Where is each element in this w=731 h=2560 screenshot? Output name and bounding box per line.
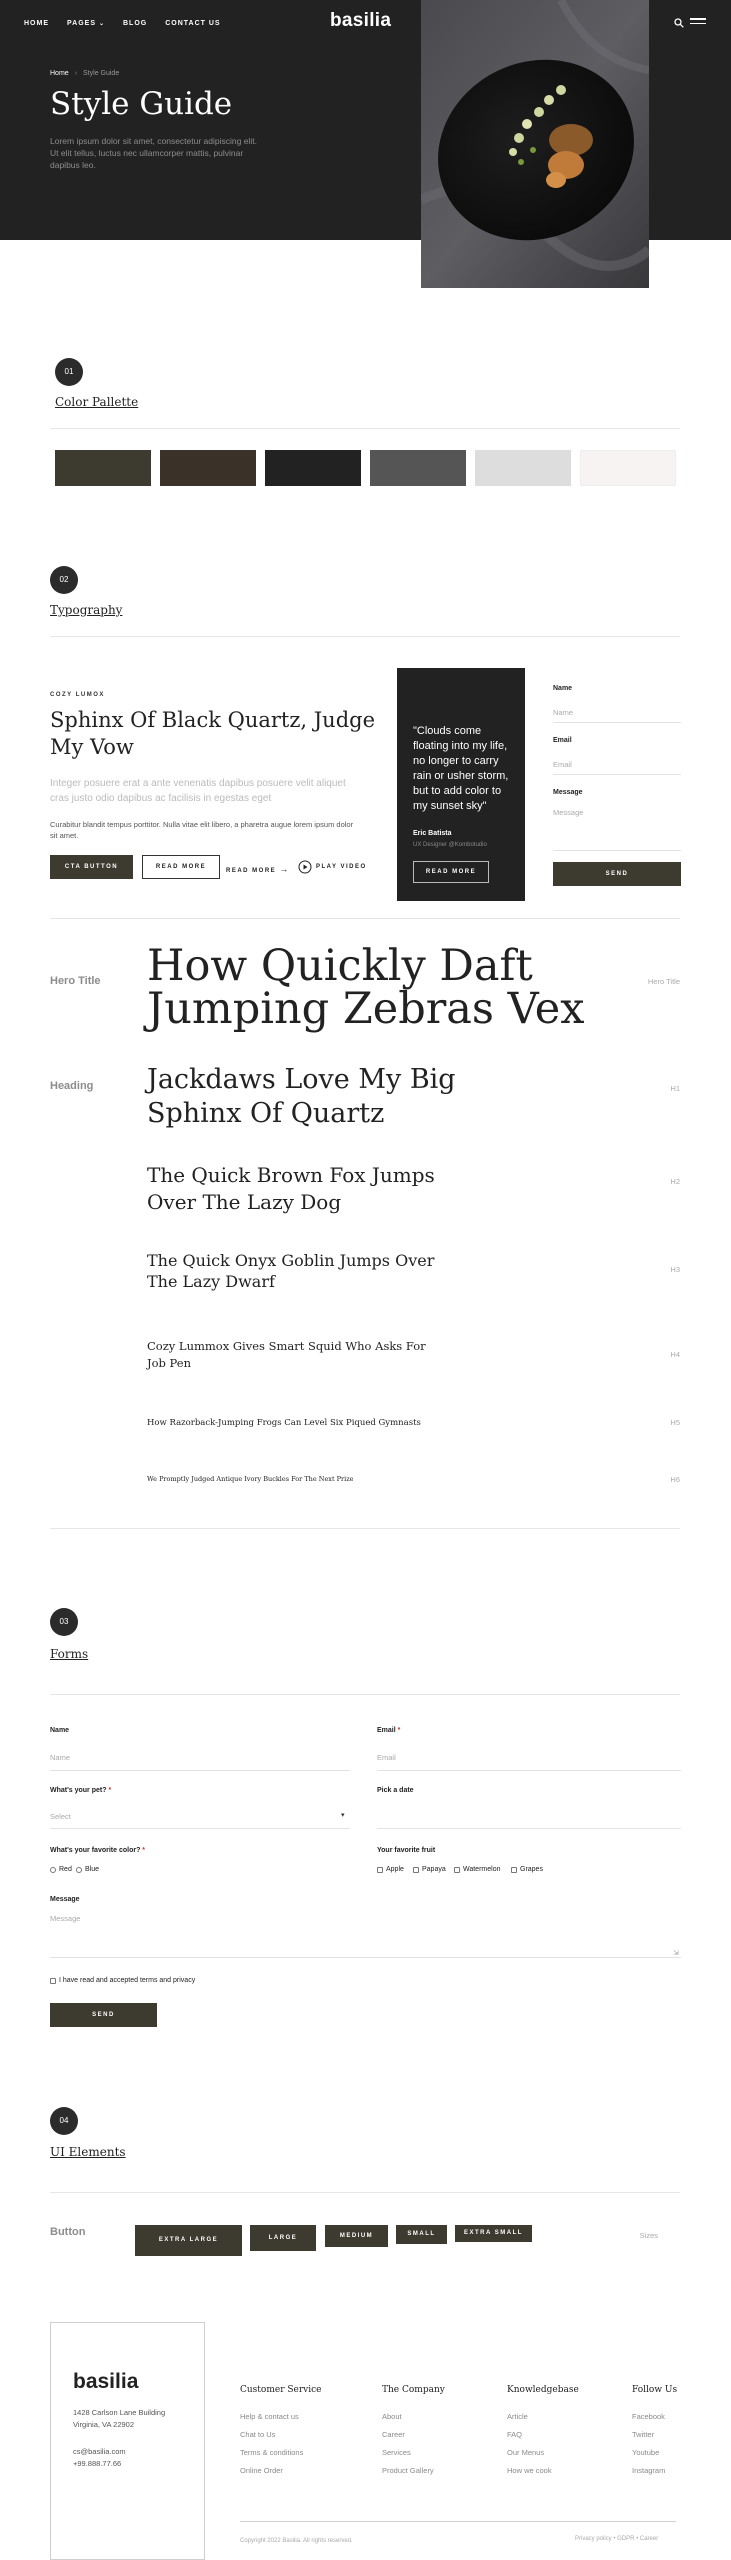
color-swatch <box>475 450 571 486</box>
section-title-colors: Color Pallette <box>55 395 139 409</box>
page-title: Style Guide <box>50 86 233 122</box>
form-pet-label-text: What's your pet? <box>50 1787 107 1794</box>
section-title-typography: Typography <box>50 603 123 617</box>
checkbox[interactable] <box>511 1867 517 1873</box>
read-more-button[interactable]: READ MORE <box>142 855 220 879</box>
divider <box>50 2192 680 2193</box>
footer-phone[interactable]: +99.888.77.66 <box>73 2459 122 2468</box>
testimonial-quote: "Clouds come floating into my life, no longer to carry rain or usher storm, but to add color to my sunset sky" <box>413 725 509 812</box>
scale-tag-h5: H5 <box>670 1418 680 1427</box>
checkbox-label: Watermelon <box>463 1866 501 1873</box>
checkbox-label: Apple <box>386 1866 404 1873</box>
checkbox-option-apple[interactable] <box>377 1866 404 1873</box>
nav-pages-label: PAGES <box>67 20 96 27</box>
section-title-forms: Forms <box>50 1647 89 1661</box>
scale-tag-h3: H3 <box>670 1265 680 1274</box>
hero-subtitle: Lorem ipsum dolor sit amet, consectetur adipiscing elit. Ut elit tellus, luctus nec ullamcorper mattis, pulvinar dapibus leo. <box>50 136 257 170</box>
footer-column-title: Follow Us <box>632 2385 678 2395</box>
button-large[interactable]: LARGE <box>250 2225 316 2251</box>
testimonial-role: UX Designer @Kombotudio <box>413 842 487 848</box>
contact-message-label: Message <box>553 789 583 796</box>
breadcrumb <box>50 70 119 77</box>
checkbox-label: Grapes <box>520 1866 543 1873</box>
hero-title-sample: How Quickly Daft Jumping Zebras Vex <box>147 941 585 1034</box>
color-swatch <box>265 450 361 486</box>
footer-link[interactable]: How we cook <box>507 2466 552 2475</box>
footer-link[interactable]: Article <box>507 2412 528 2421</box>
divider <box>50 1694 680 1695</box>
testimonial-read-more-button[interactable]: READ MORE <box>413 861 489 883</box>
radio-label: Blue <box>85 1866 100 1873</box>
form-message-label: Message <box>50 1896 80 1903</box>
input-underline <box>553 850 681 851</box>
radio-label: Red <box>59 1866 72 1873</box>
section-title-ui-elements: UI Elements <box>50 2145 126 2159</box>
form-message-input[interactable]: Message <box>50 1914 81 1923</box>
footer-link[interactable]: Services <box>382 2448 411 2457</box>
scale-label-hero: Hero Title <box>50 975 101 987</box>
input-underline <box>50 1770 350 1771</box>
divider <box>50 428 680 429</box>
contact-name-label: Name <box>553 685 573 692</box>
divider <box>50 636 680 637</box>
form-send-button[interactable]: SEND <box>50 2003 157 2027</box>
radio-option-blue[interactable] <box>76 1866 99 1873</box>
checkbox-label: Papaya <box>422 1866 446 1873</box>
footer-link[interactable]: Youtube <box>632 2448 660 2457</box>
contact-send-button[interactable]: SEND <box>553 862 681 886</box>
scale-tag-h6: H6 <box>670 1475 680 1484</box>
scale-tag-h1: H1 <box>670 1084 680 1093</box>
testimonial-card <box>397 668 525 901</box>
button-small[interactable]: SMALL <box>396 2225 447 2244</box>
radio-button[interactable] <box>50 1867 56 1873</box>
checkbox-option-grapes[interactable] <box>511 1866 543 1873</box>
h6-sample: We Promptly Judged Antique Ivory Buckles For The Next Prize <box>147 1475 354 1483</box>
play-icon <box>298 860 312 874</box>
scale-label-heading: Heading <box>50 1080 94 1092</box>
nav-home[interactable]: HOME <box>24 20 49 27</box>
cta-button[interactable]: CTA BUTTON <box>50 855 133 879</box>
form-pet-label <box>50 1787 111 1794</box>
footer-link[interactable]: Online Order <box>240 2466 283 2475</box>
footer-link[interactable]: Twitter <box>632 2430 655 2439</box>
read-more-link[interactable] <box>226 864 290 874</box>
divider <box>50 1528 680 1529</box>
footer-brand-card <box>50 2322 205 2560</box>
scale-tag-h4: H4 <box>670 1350 680 1359</box>
chevron-down-icon: ⌄ <box>98 21 105 27</box>
divider <box>50 918 680 919</box>
button-extra-small[interactable]: EXTRA SMALL <box>455 2225 532 2242</box>
form-pet-select[interactable]: Select <box>50 1812 71 1821</box>
form-date-label: Pick a date <box>377 1787 414 1794</box>
footer-link[interactable]: Terms & conditions <box>240 2448 304 2457</box>
form-name-label: Name <box>50 1727 70 1734</box>
date-input[interactable] <box>377 1828 681 1829</box>
hamburger-menu-icon[interactable] <box>690 18 706 28</box>
form-email-input[interactable]: Email <box>377 1753 396 1762</box>
footer-link[interactable]: Instagram <box>632 2466 666 2475</box>
eyebrow-text: COZY LUMOX <box>50 692 105 698</box>
section-number-badge: 02 <box>50 566 78 594</box>
form-color-label-text: What's your favorite color? <box>50 1847 141 1854</box>
scale-tag-hero: Hero Title <box>647 977 680 986</box>
scale-tag-h2: H2 <box>670 1177 680 1186</box>
breadcrumb-home[interactable]: Home <box>50 70 69 77</box>
color-swatch <box>55 450 151 486</box>
demo-heading: Sphinx Of Black Quartz, Judge My Vow <box>50 708 376 759</box>
input-underline <box>377 1770 681 1771</box>
checkbox-option-watermelon[interactable] <box>454 1866 500 1873</box>
caret-down-icon[interactable]: ▾ <box>341 1812 345 1819</box>
contact-email-input[interactable]: Email <box>553 760 572 769</box>
nav-blog[interactable]: BLOG <box>122 20 148 27</box>
radio-option-red[interactable] <box>50 1866 72 1873</box>
arrow-right-icon: → <box>279 864 290 874</box>
play-video-link[interactable] <box>298 860 367 874</box>
footer-link[interactable]: Our Menus <box>507 2448 545 2457</box>
button-extra-large[interactable]: EXTRA LARGE <box>135 2225 242 2256</box>
main-nav <box>24 20 221 27</box>
section-number-badge: 03 <box>50 1608 78 1636</box>
demo-lead-text: Integer posuere erat a ante venenatis dapibus posuere velit aliquet cras justo odio dapibus ac facilisis in egestas eget <box>50 778 346 804</box>
nav-contact[interactable]: CONTACT US <box>165 20 221 27</box>
footer-column-title: Knowledgebase <box>507 2385 579 2395</box>
button-medium[interactable]: MEDIUM <box>325 2225 388 2247</box>
site-logo[interactable] <box>330 10 391 32</box>
required-mark: * <box>108 1787 112 1794</box>
contact-email-label: Email <box>553 737 572 744</box>
section-number-badge: 04 <box>50 2107 78 2135</box>
testimonial-author: Eric Batista <box>413 830 452 837</box>
section-number-badge: 01 <box>55 358 83 386</box>
checkbox-option-papaya[interactable] <box>413 1866 446 1873</box>
footer-link[interactable]: Career <box>382 2430 405 2439</box>
h2-sample: The Quick Brown Fox Jumps Over The Lazy Dog <box>147 1163 435 1214</box>
color-swatch <box>160 450 256 486</box>
sizes-tag: Sizes <box>639 2231 658 2240</box>
footer-address: 1428 Carlson Lane Building Virginia, VA 22902 <box>73 2408 166 2429</box>
read-more-link-label: READ MORE <box>226 868 277 874</box>
contact-message-input[interactable]: Message <box>553 808 584 817</box>
color-swatch <box>370 450 466 486</box>
footer-legal-links[interactable]: Privacy policy • GDPR • Career <box>575 2536 659 2542</box>
resize-handle-icon[interactable]: ⇲ <box>673 1950 679 1957</box>
input-underline <box>553 774 681 775</box>
form-color-label <box>50 1847 145 1854</box>
footer-link[interactable]: Help & contact us <box>240 2412 299 2421</box>
required-mark: * <box>397 1727 401 1734</box>
ui-button-label: Button <box>50 2226 86 2238</box>
footer-link[interactable]: Product Gallery <box>382 2466 434 2475</box>
form-name-input[interactable]: Name <box>50 1753 71 1762</box>
radio-button[interactable] <box>76 1867 82 1873</box>
footer-column-title: The Company <box>382 2385 445 2395</box>
footer-link[interactable]: About <box>382 2412 402 2421</box>
nav-pages[interactable] <box>67 20 105 27</box>
hero-food-image <box>421 0 649 288</box>
input-underline <box>553 722 681 723</box>
footer-email[interactable]: cs@basilia.com <box>73 2447 126 2456</box>
terms-checkbox-row[interactable] <box>50 1977 195 1984</box>
footer-link[interactable]: Facebook <box>632 2412 665 2421</box>
checkbox[interactable] <box>454 1867 460 1873</box>
contact-name-input[interactable]: Name <box>553 708 574 717</box>
footer-column-title: Customer Service <box>240 2385 322 2395</box>
h4-sample: Cozy Lummox Gives Smart Squid Who Asks For Job Pen <box>147 1339 426 1370</box>
footer-copyright: Copyright 2022 Basilia. All rights reserved. <box>240 2538 353 2544</box>
input-underline <box>50 1957 681 1958</box>
required-mark: * <box>142 1847 146 1854</box>
h5-sample: How Razorback-Jumping Frogs Can Level Six Piqued Gymnasts <box>147 1418 421 1428</box>
breadcrumb-current: Style Guide <box>83 70 120 77</box>
checkbox[interactable] <box>50 1978 56 1984</box>
color-swatch <box>580 450 676 486</box>
terms-label: I have read and accepted terms and privacy <box>59 1977 196 1984</box>
footer-logo[interactable]: basilia <box>73 2370 139 2393</box>
play-video-label: PLAY VIDEO <box>316 864 367 870</box>
form-email-label <box>377 1727 400 1734</box>
form-email-label-text: Email <box>377 1727 396 1734</box>
checkbox[interactable] <box>377 1867 383 1873</box>
footer-link[interactable]: Chat to Us <box>240 2430 276 2439</box>
breadcrumb-separator-icon: › <box>74 70 78 77</box>
demo-body-text: Curabitur blandit tempus porttitor. Nulla vitae elit libero, a pharetra augue lorem ipsum dolor sit amet. <box>50 820 354 840</box>
logo-text: basilia <box>330 10 392 31</box>
search-icon[interactable] <box>674 18 684 28</box>
h1-sample: Jackdaws Love My Big Sphinx Of Quartz <box>147 1064 456 1129</box>
footer-divider <box>240 2521 676 2522</box>
footer-link[interactable]: FAQ <box>507 2430 523 2439</box>
h3-sample: The Quick Onyx Goblin Jumps Over The Lazy Dwarf <box>147 1251 435 1291</box>
input-underline <box>50 1828 350 1829</box>
form-fruit-label: Your favorite fruit <box>377 1847 436 1854</box>
checkbox[interactable] <box>413 1867 419 1873</box>
